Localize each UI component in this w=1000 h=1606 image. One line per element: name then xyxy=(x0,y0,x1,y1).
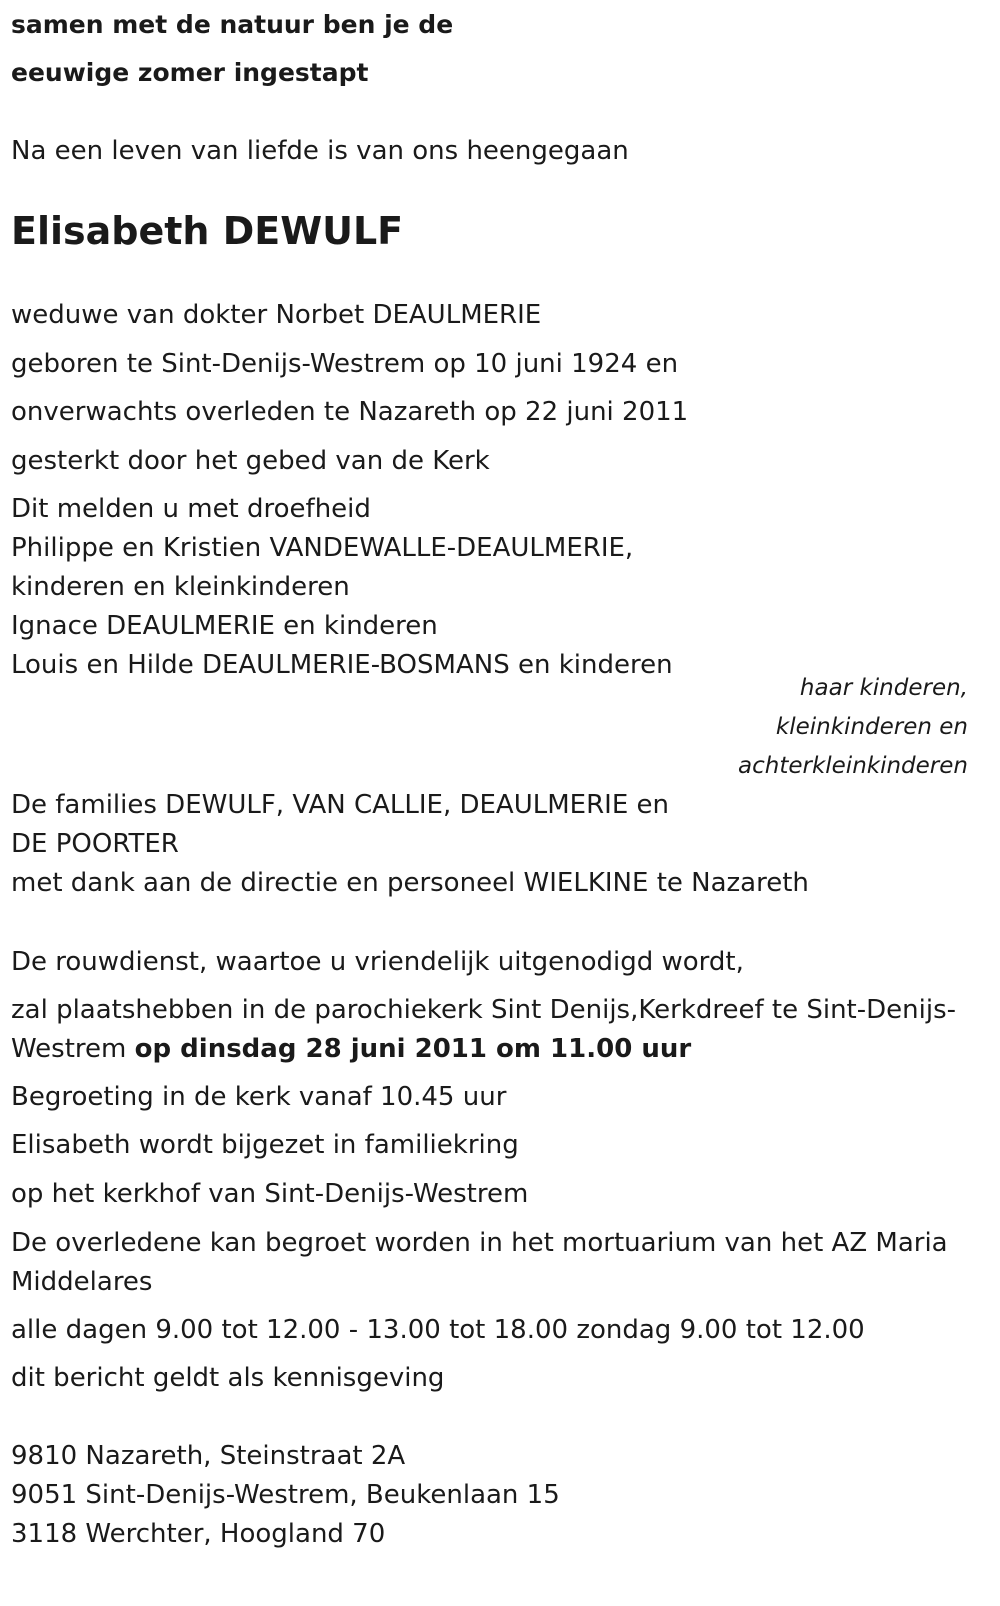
detail-widow: weduwe van dokter Norbet DEAULMERIE xyxy=(11,300,542,330)
service-date-time: op dinsdag 28 juni 2011 om 11.00 uur xyxy=(134,1034,692,1064)
signature-line: achterkleinkinderen xyxy=(738,753,968,779)
thanks-line: met dank aan de directie en personeel WIELKINE te Nazareth xyxy=(11,868,809,898)
service-line-3 xyxy=(11,1029,691,1069)
viewing-hours: alle dagen 9.00 tot 12.00 - 13.00 tot 18.00 zondag 9.00 tot 12.00 xyxy=(11,1315,865,1345)
viewing-line-1: De overledene kan begroet worden in het mortuarium van het AZ Maria xyxy=(11,1228,948,1258)
service-line-1: De rouwdienst, waartoe u vriendelijk uitgenodigd wordt, xyxy=(11,947,744,977)
service-location-end: Westrem xyxy=(11,1034,135,1064)
service-line-2: zal plaatshebben in de parochiekerk Sint Denijs,Kerkdreef te Sint-Denijs- xyxy=(11,995,957,1025)
address-line: 3118 Werchter, Hoogland 70 xyxy=(11,1519,386,1549)
viewing-line-2: Middelares xyxy=(11,1267,153,1297)
families-line: DE POORTER xyxy=(11,829,179,859)
detail-died: onverwachts overleden te Nazareth op 22 juni 2011 xyxy=(11,397,689,427)
mourner-line: Philippe en Kristien VANDEWALLE-DEAULMERIE, xyxy=(11,533,634,563)
motto-line-2: eeuwige zomer ingestapt xyxy=(11,58,369,87)
signature-line: kleinkinderen en xyxy=(775,714,968,740)
motto-line-1: samen met de natuur ben je de xyxy=(11,10,454,39)
mourner-line: Louis en Hilde DEAULMERIE-BOSMANS en kinderen xyxy=(11,650,673,680)
detail-born: geboren te Sint-Denijs-Westrem op 10 juni 1924 en xyxy=(11,349,679,379)
detail-church: gesterkt door het gebed van de Kerk xyxy=(11,446,490,476)
deceased-name: Elisabeth DEWULF xyxy=(11,209,404,253)
arrangement-line: op het kerkhof van Sint-Denijs-Westrem xyxy=(11,1179,529,1209)
arrangement-line: Begroeting in de kerk vanaf 10.45 uur xyxy=(11,1082,507,1112)
arrangement-line: Elisabeth wordt bijgezet in familiekring xyxy=(11,1130,519,1160)
mourner-line: Ignace DEAULMERIE en kinderen xyxy=(11,611,438,641)
notice-text: dit bericht geldt als kennisgeving xyxy=(11,1363,445,1393)
mourner-line: kinderen en kleinkinderen xyxy=(11,572,350,602)
mourner-line: Dit melden u met droefheid xyxy=(11,494,371,524)
address-line: 9051 Sint-Denijs-Westrem, Beukenlaan 15 xyxy=(11,1480,560,1510)
address-line: 9810 Nazareth, Steinstraat 2A xyxy=(11,1441,406,1471)
intro-text: Na een leven van liefde is van ons heengegaan xyxy=(11,136,629,166)
signature-line: haar kinderen, xyxy=(799,675,968,701)
families-line: De families DEWULF, VAN CALLIE, DEAULMERIE en xyxy=(11,790,669,820)
